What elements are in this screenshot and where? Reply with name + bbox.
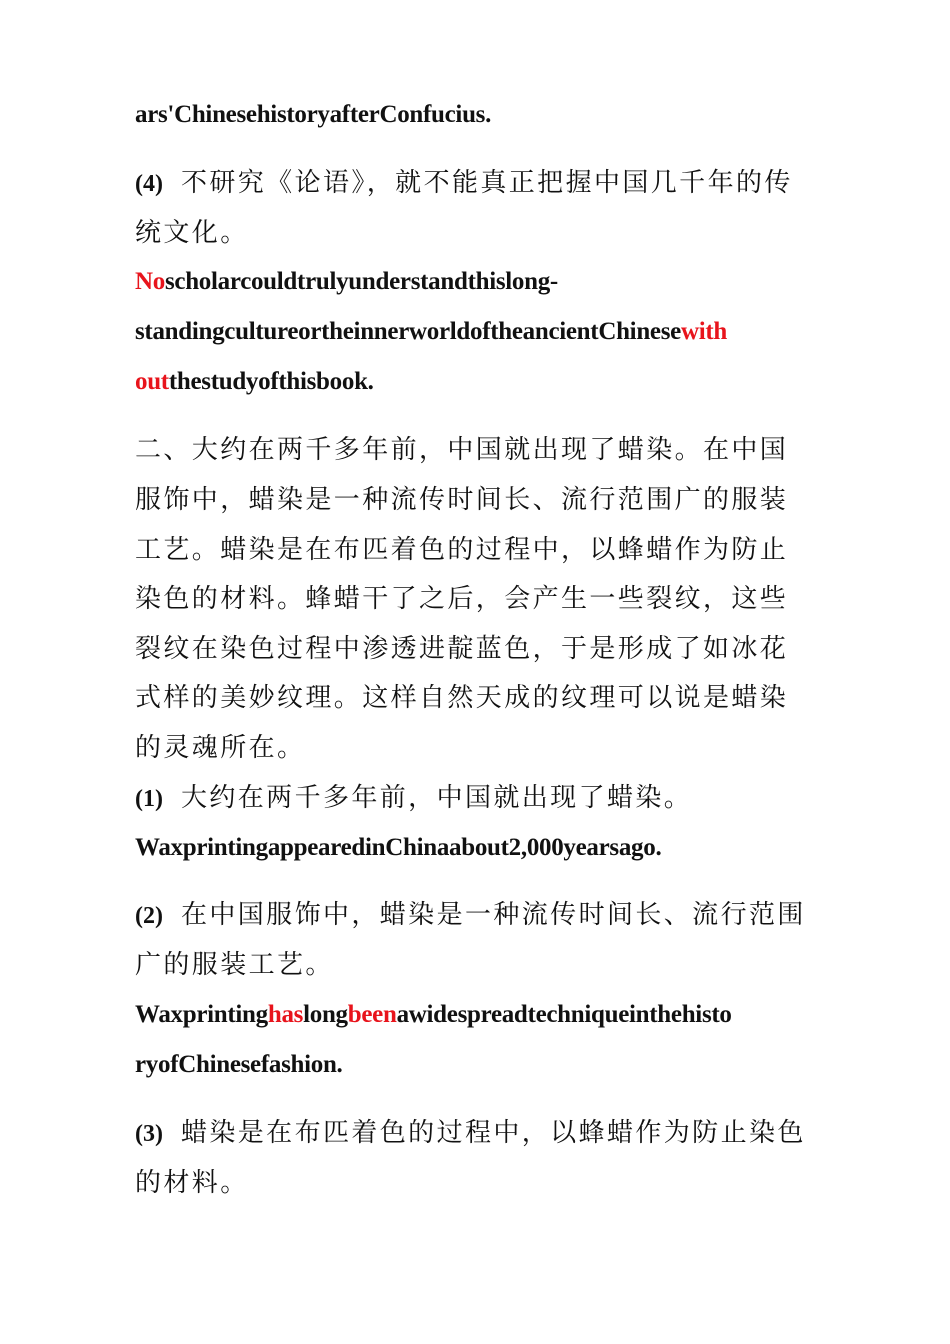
s2-item-3-chinese-line-1: (3) 蜡染是在布匹着色的过程中，以蜂蜡作为防止染色 [135, 1118, 806, 1148]
item-4-translation-line-2: standingcultureortheinnerworldoftheancientChinesewith [135, 318, 727, 345]
item-4-translation-line-3: outthestudyofthisbook. [135, 368, 374, 395]
section-2-paragraph-line: 二、大约在两千多年前，中国就出现了蜡染。在中国 [135, 435, 789, 465]
section-2-paragraph-line: 的灵魂所在。 [135, 733, 306, 763]
section-2-paragraph-line: 式样的美妙纹理。这样自然天成的纹理可以说是蜡染 [135, 683, 789, 713]
item-4-chinese-line-1: (4) 不研究《论语》，就不能真正把握中国几千年的传 [135, 168, 793, 198]
translation-tail-line: ars'ChinesehistoryafterConfucius. [135, 101, 492, 128]
s2-item-1-chinese: (1) 大约在两千多年前，中国就出现了蜡染。 [135, 783, 693, 813]
item-number: (4) [135, 171, 163, 197]
highlighted-word: has [267, 1001, 304, 1028]
section-2-paragraph-line: 裂纹在染色过程中渗透进靛蓝色，于是形成了如冰花 [135, 634, 789, 664]
item-4-translation-line-1: Noscholarcouldtrulyunderstandthislong- [135, 268, 558, 295]
s2-item-1-translation: WaxprintingappearedinChinaabout2,000yearsago. [135, 834, 662, 861]
item-4-chinese-line-2: 统文化。 [135, 218, 249, 248]
section-2-paragraph-line: 服饰中，蜡染是一种流传时间长、流行范围广的服装 [135, 485, 789, 515]
s2-item-2-translation-line-1: Waxprintinghaslongbeenawidespreadtechniqueinthehisto [135, 1001, 732, 1028]
highlighted-word: No [135, 268, 165, 295]
section-2-paragraph-line: 染色的材料。蜂蜡干了之后，会产生一些裂纹，这些 [135, 584, 789, 614]
item-number: (1) [135, 786, 163, 812]
highlighted-word: out [135, 368, 169, 395]
item-number: (3) [135, 1121, 163, 1147]
s2-item-2-chinese-line-2: 广的服装工艺。 [135, 950, 334, 980]
highlighted-word: been [347, 1001, 397, 1028]
s2-item-2-translation-line-2: ryofChinesefashion. [135, 1051, 343, 1078]
highlighted-word: with [680, 318, 727, 345]
s2-item-2-chinese-line-1: (2) 在中国服饰中，蜡染是一种流传时间长、流行范围 [135, 900, 806, 930]
s2-item-3-chinese-line-2: 的材料。 [135, 1168, 249, 1198]
section-2-paragraph-line: 工艺。蜡染是在布匹着色的过程中，以蜂蜡作为防止 [135, 535, 789, 565]
item-number: (2) [135, 903, 163, 929]
